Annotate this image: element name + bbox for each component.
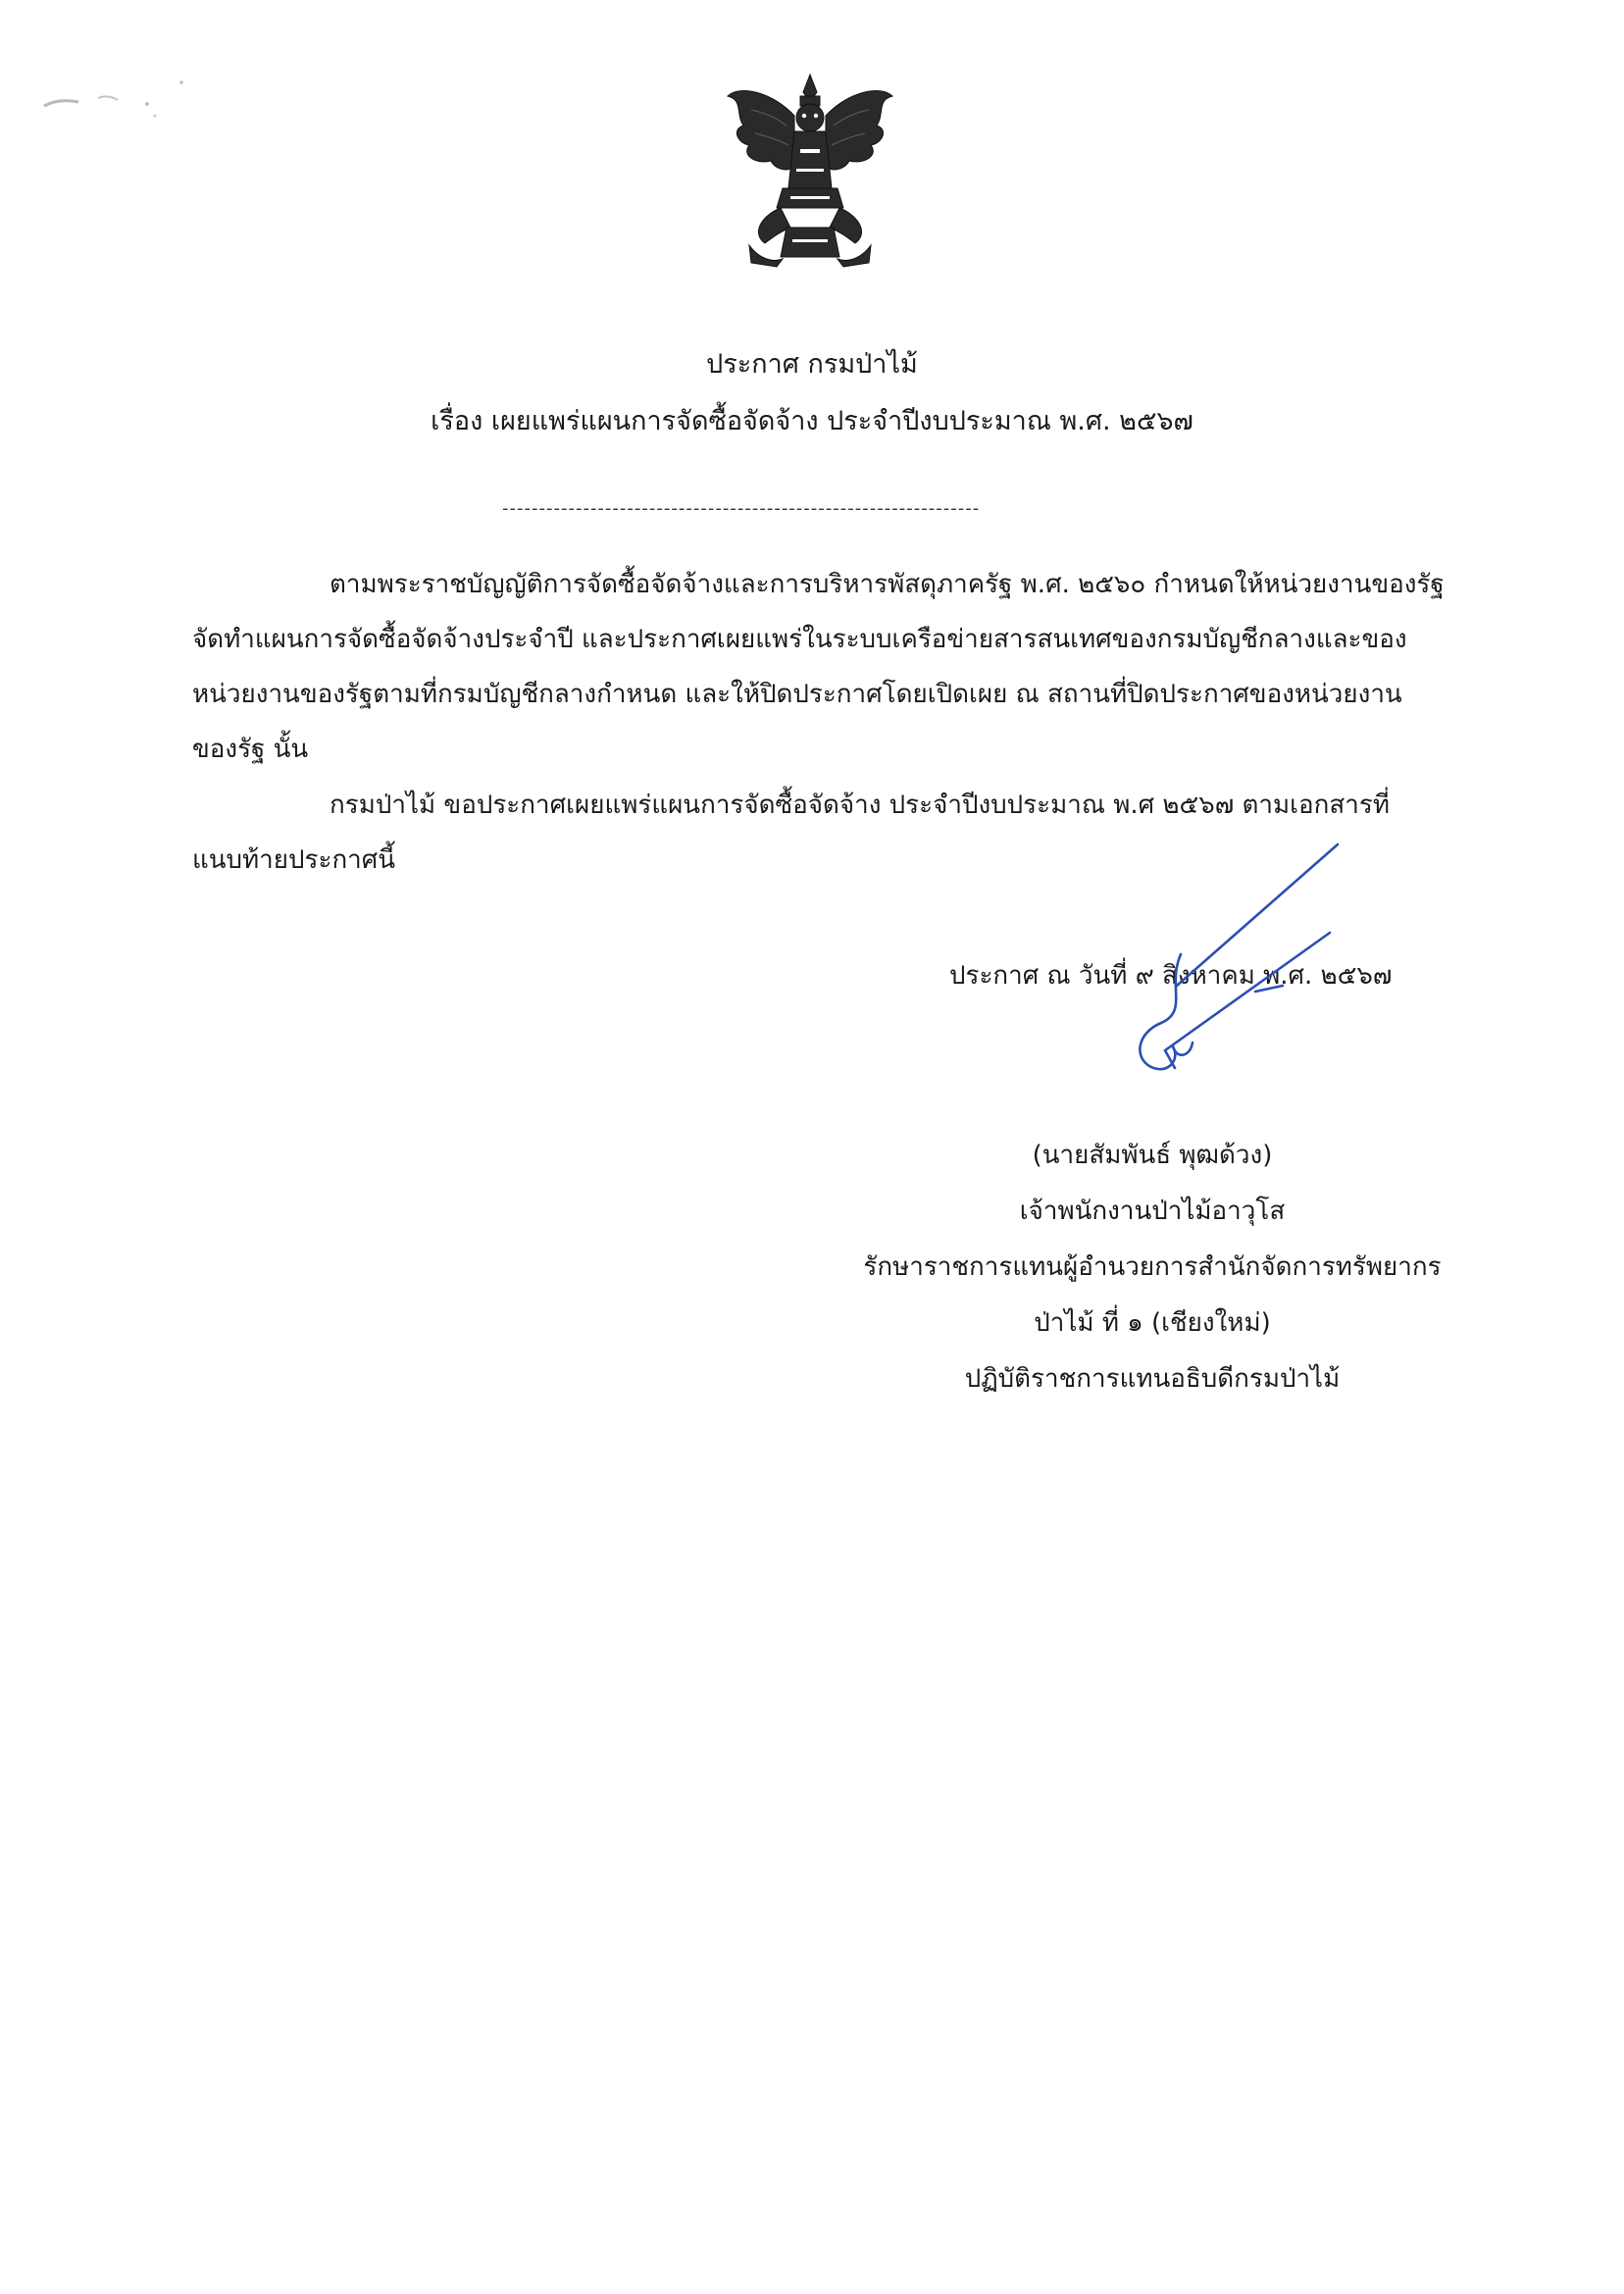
- signatory-name: (นายสัมพันธ์ พุฒด้วง): [1032, 1141, 1273, 1170]
- paragraph-2-line: แนบท้ายประกาศนี้: [192, 845, 396, 875]
- body-paragraph-1: [192, 557, 1457, 777]
- paragraph-1-line: หน่วยงานของรัฐตามที่กรมบัญชีกลางกำหนด และให้ปิดประกาศโดยเปิดเผย ณ สถานที่ปิดประกาศของหน่วยงาน: [192, 680, 1402, 709]
- announcement-subject: เรื่อง เผยแพร่แผนการจัดซื้อจัดจ้าง ประจำปีงบประมาณ พ.ศ. ๒๕๖๗: [431, 406, 1193, 436]
- announcement-title: ประกาศ กรมป่าไม้: [706, 349, 918, 380]
- signatory-position: รักษาราชการแทนผู้อำนวยการสำนักจัดการทรัพยากร: [863, 1252, 1442, 1282]
- signatory-position: เจ้าพนักงานป่าไม้อาวุโส: [1019, 1197, 1286, 1226]
- signatory-block: [814, 1128, 1491, 1407]
- garuda-emblem-icon: [722, 71, 898, 277]
- handwritten-signature: [1059, 839, 1353, 1133]
- header-divider: -----------------------------------------------------------------: [502, 498, 981, 519]
- scan-speck-marks: [39, 69, 196, 127]
- announcement-date: ประกาศ ณ วันที่ ๙ สิงหาคม พ.ศ. ๒๕๖๗: [949, 961, 1393, 991]
- signatory-position: ป่าไม้ ที่ ๑ (เชียงใหม่): [1034, 1308, 1271, 1338]
- paragraph-2-line: กรมป่าไม้ ขอประกาศเผยแพร่แผนการจัดซื้อจัดจ้าง ประจำปีงบประมาณ พ.ศ ๒๕๖๗ ตามเอกสารที่: [330, 790, 1390, 820]
- paragraph-1-line: ตามพระราชบัญญัติการจัดซื้อจัดจ้างและการบริหารพัสดุภาครัฐ พ.ศ. ๒๕๖๐ กำหนดให้หน่วยงานของรัฐ: [330, 570, 1445, 599]
- paragraph-1-line: จัดทำแผนการจัดซื้อจัดจ้างประจำปี และประกาศเผยแพร่ในระบบเครือข่ายสารสนเทศของกรมบัญชีกลางและของ: [192, 625, 1407, 654]
- paragraph-1-line: ของรัฐ นั้น: [192, 735, 309, 764]
- signatory-position: ปฏิบัติราชการแทนอธิบดีกรมป่าไม้: [964, 1364, 1341, 1394]
